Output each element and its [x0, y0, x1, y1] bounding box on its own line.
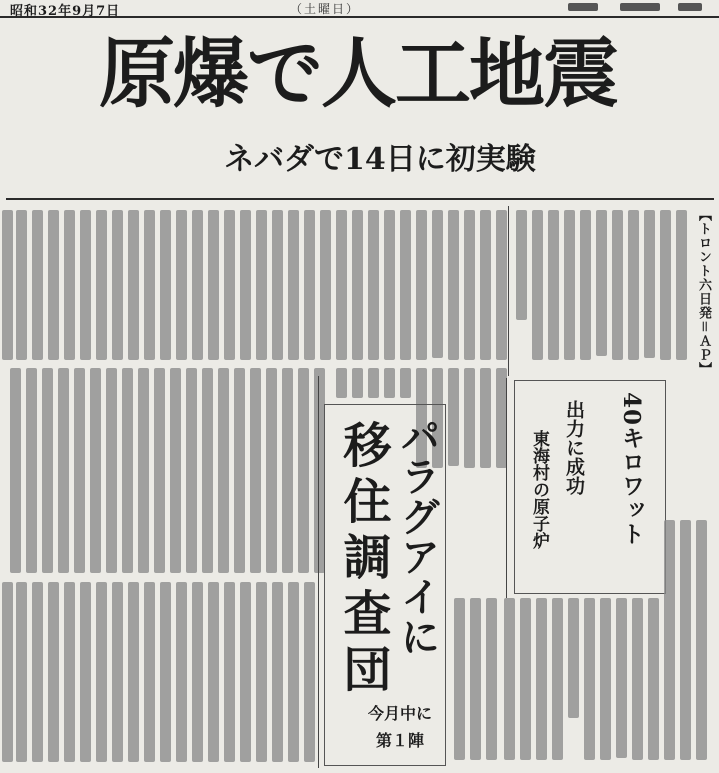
- dateline-credit: 【トロント六日発＝ＡＰ】: [696, 208, 711, 377]
- main-subheadline: ネバダで14日に初実験: [224, 142, 536, 177]
- sidebar-headline-tertiary: 東海村の原子炉: [529, 430, 549, 549]
- masthead-issue: （土曜日）: [290, 2, 361, 16]
- paraguay-headline-line2: 移住調査団: [335, 420, 391, 700]
- paraguay-subheadline-line1: 今月中に: [367, 704, 432, 723]
- sidebar-headline-primary: 40キロワット: [618, 392, 645, 547]
- paraguay-subheadline-line2: 第１陣: [375, 731, 424, 750]
- main-headline: 原爆で人工地震: [99, 29, 617, 118]
- sidebar-headline-secondary: 出力に成功: [563, 400, 585, 495]
- masthead-date: 昭和32年9月7日: [10, 4, 121, 19]
- paraguay-headline-line1: パラグアイに: [394, 416, 441, 656]
